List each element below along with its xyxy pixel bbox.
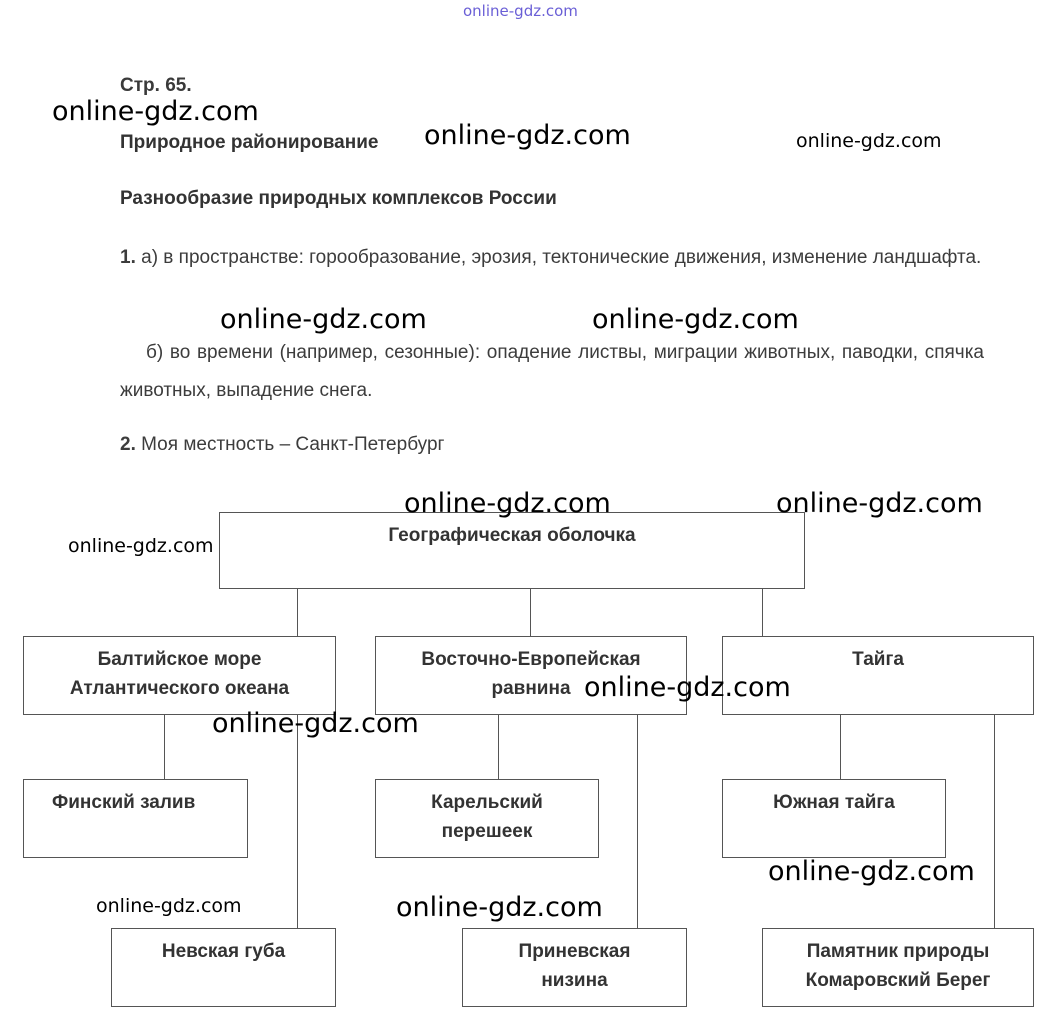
col2-mid-line1: Карельский (431, 792, 543, 813)
connector-root-col3 (762, 588, 763, 636)
watermark: online-gdz.com (68, 535, 214, 557)
item-2-number: 2. (120, 434, 136, 455)
item-1-number: 1. (120, 247, 136, 268)
col2-mid-box (375, 779, 599, 858)
connector-root-col2 (530, 588, 531, 636)
connector-col1-bottom (297, 714, 298, 929)
watermark: online-gdz.com (404, 488, 611, 519)
watermark: online-gdz.com (212, 708, 419, 739)
item-1-paragraph-a (120, 239, 984, 277)
item-2-text: Моя местность – Санкт-Петербург (135, 434, 445, 455)
col1-top-box (23, 636, 336, 715)
watermark: online-gdz.com (96, 895, 242, 917)
watermark: online-gdz.com (52, 96, 259, 127)
watermark: online-gdz.com (396, 892, 603, 923)
col3-bottom-line2: Комаровский Берег (805, 970, 991, 991)
col3-mid-box (722, 779, 946, 858)
item-1-paragraph-b: б) во времени (например, сезонные): опадение листвы, миграции животных, паводки, спячка животных, выпадение снега. (120, 342, 984, 401)
section-title: Природное районирование (120, 132, 379, 153)
watermark: online-gdz.com (796, 130, 942, 152)
connector-col2-mid (498, 714, 499, 780)
watermark: online-gdz.com (776, 488, 983, 519)
connector-col3-bottom (994, 714, 995, 929)
watermark: online-gdz.com (424, 120, 631, 151)
page-reference: Стр. 65. (120, 75, 192, 96)
col3-mid-line1: Южная тайга (773, 792, 895, 813)
col1-top-line2: Атлантического океана (69, 678, 290, 699)
col2-mid-line2: перешеек (441, 821, 533, 842)
col3-bottom-line1: Памятник природы (806, 941, 990, 962)
item-2-paragraph (120, 434, 444, 456)
watermark: online-gdz.com (220, 304, 427, 335)
connector-col2-bottom (637, 714, 638, 929)
diagram-root-label: Географическая оболочка (388, 525, 636, 546)
col3-bottom-box (762, 928, 1034, 1007)
col3-top-line1: Тайга (852, 649, 904, 670)
col1-bottom-line1: Невская губа (161, 941, 286, 962)
col2-bottom-line2: низина (541, 970, 608, 991)
watermark: online-gdz.com (592, 304, 799, 335)
col2-top-line2: равнина (491, 678, 571, 699)
item-1-text-a: а) в пространстве: горообразование, эрозия, тектонические движения, изменение ландшафта. (135, 247, 982, 268)
connector-root-col1 (297, 588, 298, 636)
connector-col3-mid (840, 714, 841, 780)
col1-mid-box (23, 779, 248, 858)
col2-top-line1: Восточно-Европейская (421, 649, 641, 670)
col2-bottom-box (462, 928, 687, 1007)
watermark: online-gdz.com (584, 672, 791, 703)
diagram-root-box (219, 512, 805, 589)
subsection-title: Разнообразие природных комплексов России (120, 188, 557, 209)
col1-mid-line1: Финский залив (52, 792, 196, 813)
col2-bottom-line1: Приневская (518, 941, 631, 962)
col1-bottom-box (111, 928, 336, 1007)
connector-col1-mid (164, 714, 165, 780)
col1-top-line1: Балтийское море (97, 649, 262, 670)
watermark: online-gdz.com (768, 856, 975, 887)
watermark-top: online-gdz.com (463, 2, 578, 20)
